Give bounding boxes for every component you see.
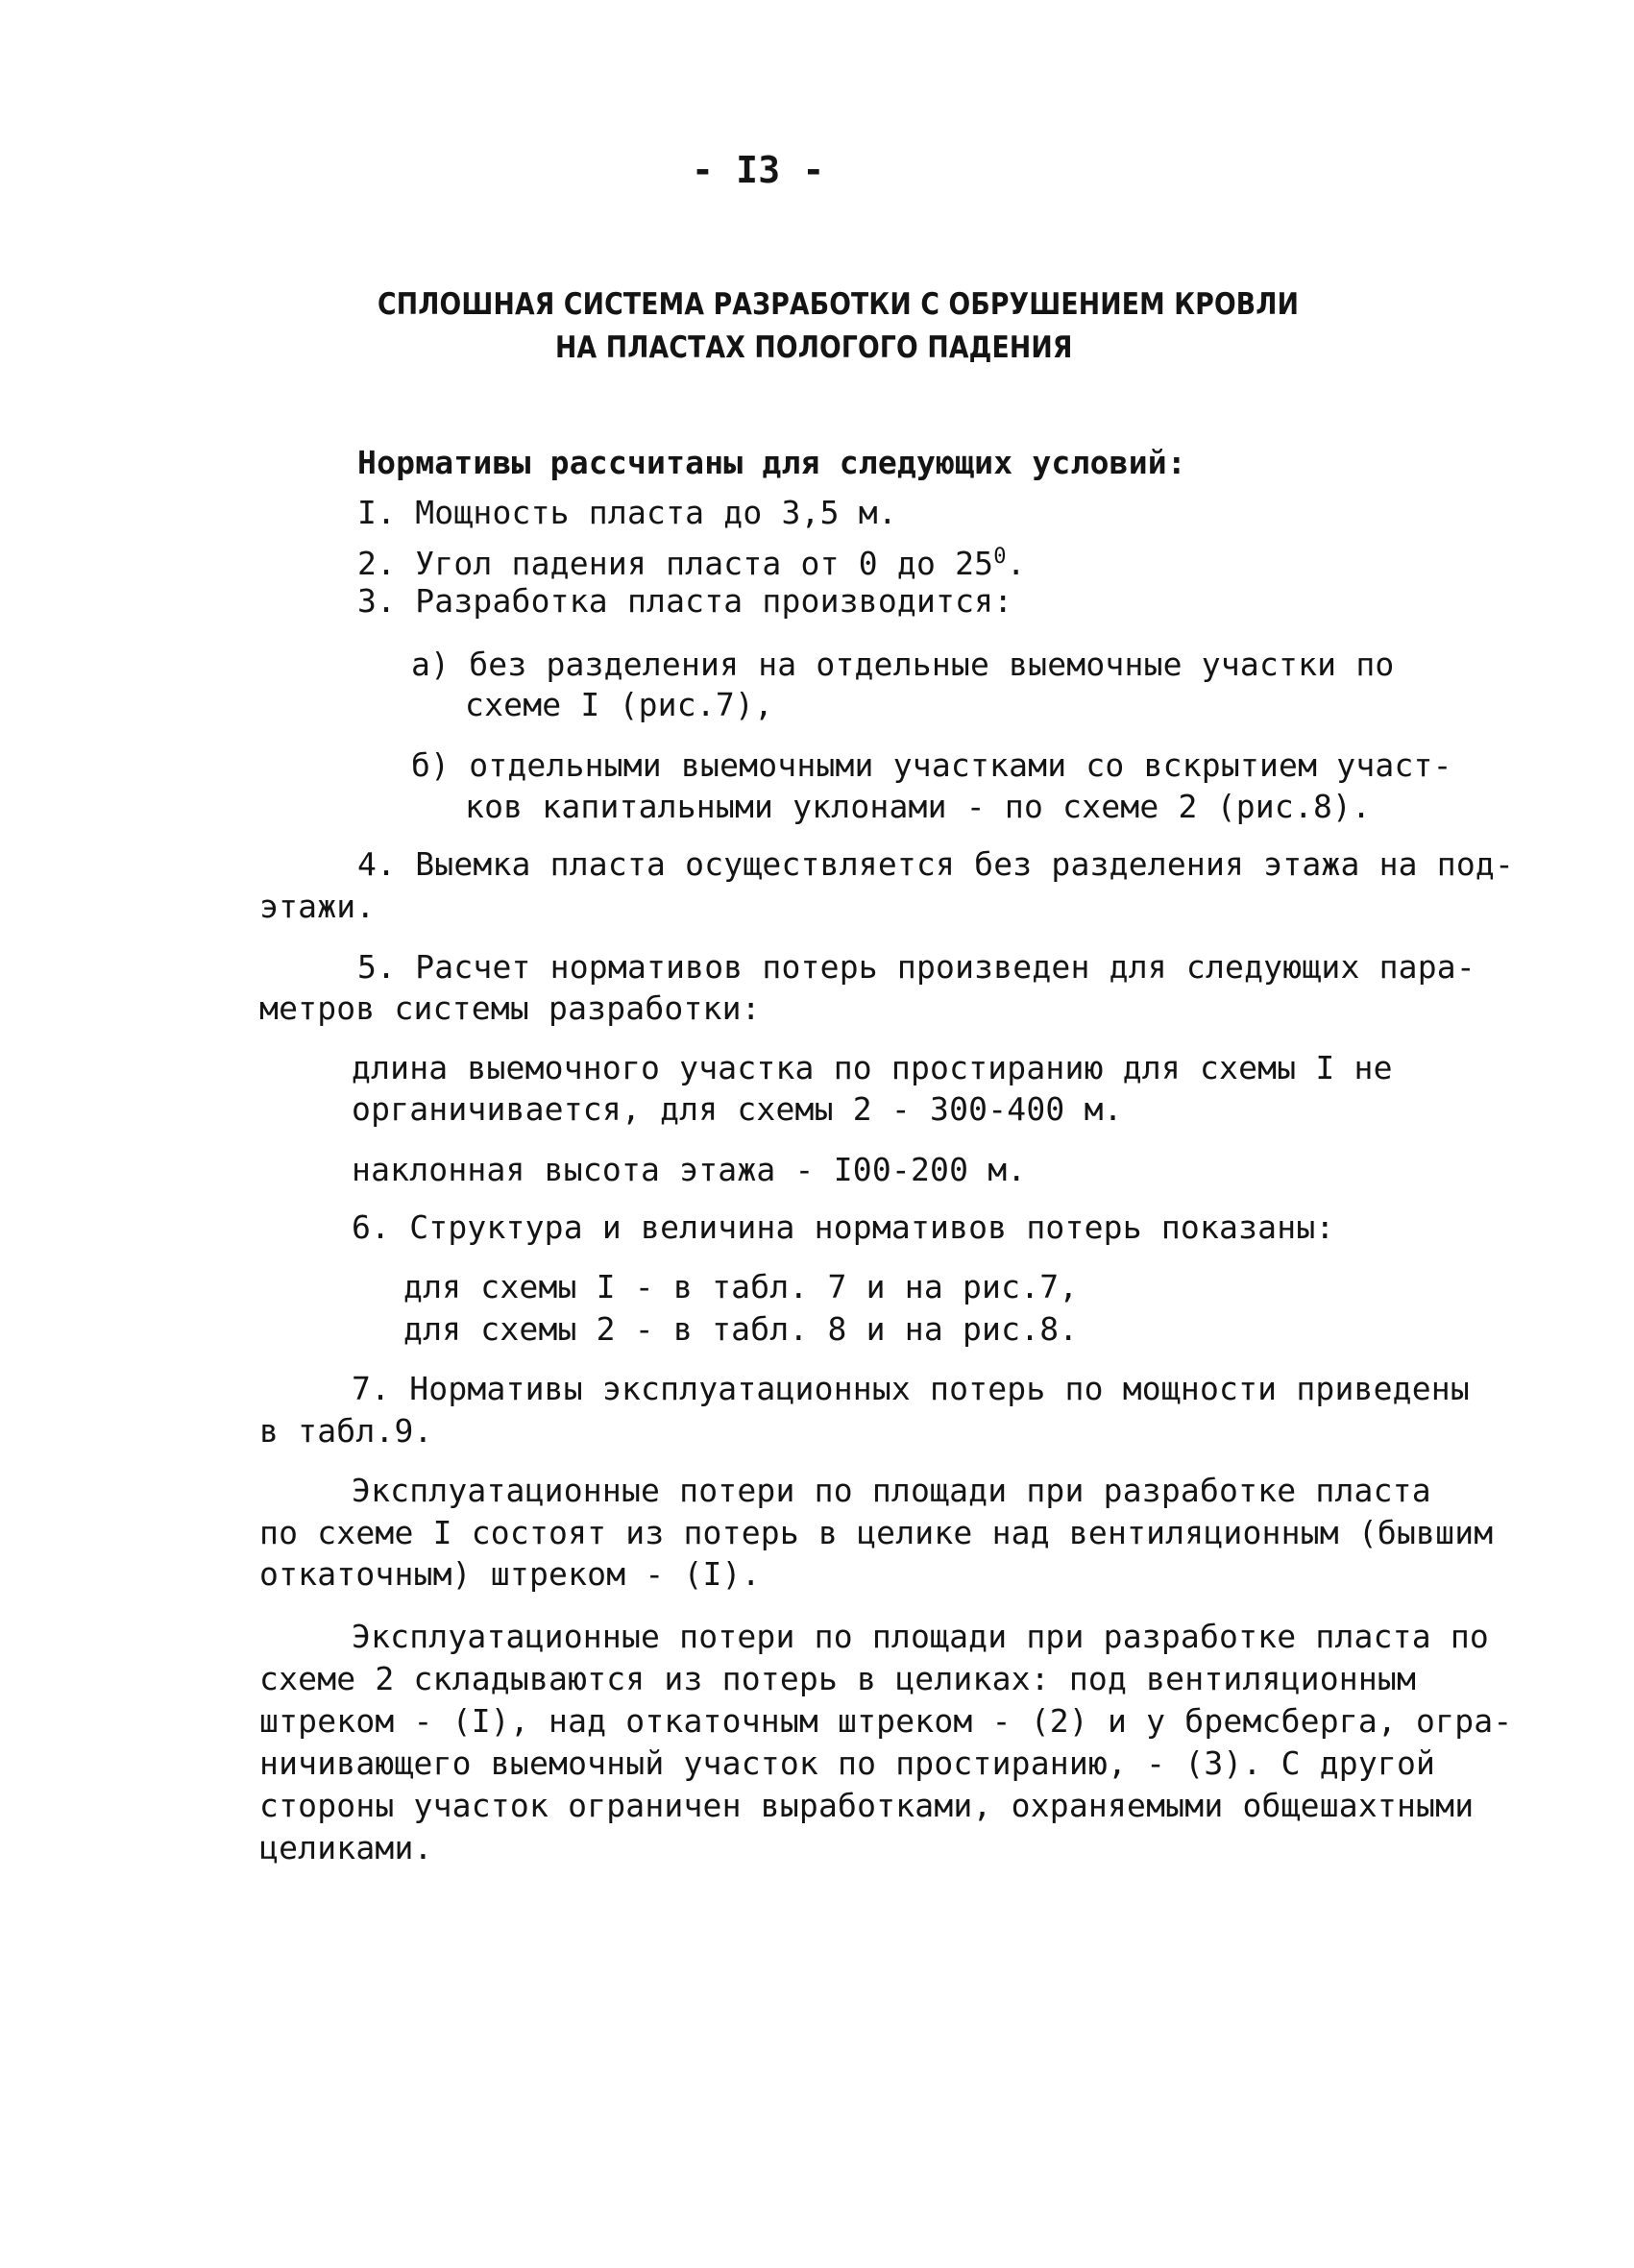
item-3: 3. Разработка пласта производится: xyxy=(357,582,1013,620)
item-4-line-2: этажи. xyxy=(259,888,376,925)
item-5-line-2: метров системы разработки: xyxy=(259,989,761,1027)
item-3b-line-2: ков капитальными уклонами - по схеме 2 (рис.8). xyxy=(465,788,1372,825)
paragraph-2-line-4: ничивающего выемочный участок по простиранию, - (3). С другой xyxy=(259,1744,1436,1782)
item-7-line-2: в табл.9. xyxy=(259,1412,433,1450)
item-2-text: 2. Угол падения пласта от 0 до 25 xyxy=(357,545,994,582)
paragraph-2-line-6: целиками. xyxy=(259,1829,433,1866)
paragraph-2-line-1: Эксплуатационные потери по площади при разработке пласта по xyxy=(352,1618,1489,1655)
item-3a-line-1: а) без разделения на отдельные выемочные участки по xyxy=(411,646,1395,683)
paragraph-2-line-2: схеме 2 складываются из потерь в целиках: под вентиляционным xyxy=(259,1660,1417,1697)
item-1: I. Мощность пласта до 3,5 м. xyxy=(357,494,897,531)
paragraph-1-line-3: откаточным) штреком - (I). xyxy=(259,1555,761,1593)
item-2 xyxy=(357,536,1026,585)
page-number: - I3 - xyxy=(692,149,825,191)
item-5-param-1-line-2: органичивается, для схемы 2 - 300-400 м. xyxy=(352,1090,1123,1128)
item-6-line-2: для схемы 2 - в табл. 8 и на рис.8. xyxy=(403,1310,1079,1348)
item-6: 6. Структура и величина нормативов потерь показаны: xyxy=(352,1208,1335,1246)
item-3b-line-1: б) отдельными выемочными участками со вскрытием участ- xyxy=(411,746,1452,784)
paragraph-2-line-3: штреком - (I), над откаточным штреком - (2) и у бремсберга, огра- xyxy=(259,1702,1513,1740)
item-5-line-1: 5. Расчет нормативов потерь произведен для следующих пара- xyxy=(357,948,1475,986)
item-5-param-1-line-1: длина выемочного участка по простиранию для схемы I не xyxy=(352,1049,1393,1086)
item-4-line-1: 4. Выемка пласта осуществляется без разделения этажа на под- xyxy=(357,845,1515,883)
item-6-line-1: для схемы I - в табл. 7 и на рис.7, xyxy=(403,1268,1079,1305)
item-5-param-2: наклонная высота этажа - I00-200 м. xyxy=(352,1151,1027,1188)
title-line-2: НА ПЛАСТАХ ПОЛОГОГО ПАДЕНИЯ xyxy=(555,330,1073,365)
item-2-degree: 0 xyxy=(993,545,1007,569)
title-line-1: СПЛОШНАЯ СИСТЕМА РАЗРАБОТКИ С ОБРУШЕНИЕМ КРОВЛИ xyxy=(378,287,1300,322)
paragraph-1-line-2: по схеме I состоят из потерь в целике над вентиляционным (бывшим xyxy=(259,1514,1494,1551)
item-2-end: . xyxy=(1006,545,1026,582)
paragraph-2-line-5: стороны участок ограничен выработками, охраняемыми общешахтными xyxy=(259,1787,1475,1824)
paragraph-1-line-1: Эксплуатационные потери по площади при разработке пласта xyxy=(352,1472,1431,1509)
item-7-line-1: 7. Нормативы эксплуатационных потерь по мощности приведены xyxy=(352,1370,1470,1407)
item-3a-line-2: схеме I (рис.7), xyxy=(465,686,774,723)
intro-text: Нормативы рассчитаны для следующих условий: xyxy=(357,444,1186,481)
